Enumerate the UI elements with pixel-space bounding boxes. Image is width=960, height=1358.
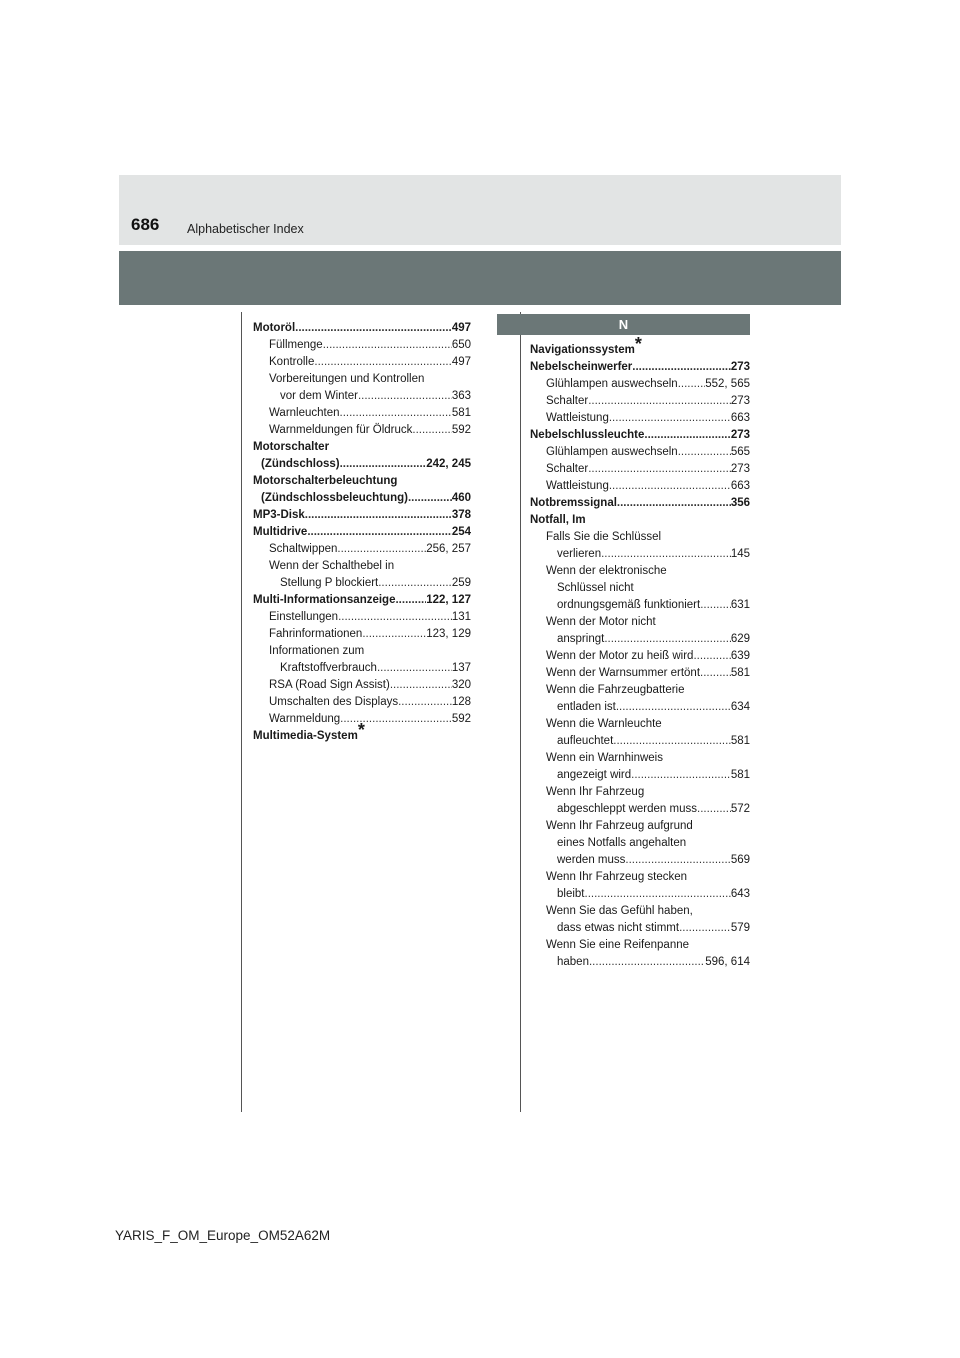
dot-leader [678,376,706,393]
entry-term: Nebelschlussleuchte [530,429,645,441]
dot-leader [625,852,730,869]
entry-term: Umschalten des Displays [269,696,399,708]
entry-term: Einstellungen [269,611,339,623]
index-entry [253,422,471,439]
index-entry-line: Wenn der elektronische [546,565,667,577]
index-entry-line: Wenn ein Warnhinweis [546,752,663,764]
index-entry [530,733,750,750]
entry-term: Multimedia-System [253,730,358,742]
entry-page-ref: 273 [730,395,750,407]
index-entry-starred [530,334,750,359]
entry-term: (Zündschlossbeleuchtung) [261,492,408,504]
entry-term: werden muss [557,854,626,866]
entry-term: Wenn der Motor zu heiß wird [546,650,694,662]
index-entry-starred [253,720,471,745]
dot-leader [398,694,452,711]
entry-page-ref: 581 [730,735,750,747]
entry-page-ref: 497 [451,356,471,368]
entry-page-ref: 460 [451,492,471,504]
entry-term: Multi-Informationsanzeige [253,594,396,606]
entry-page-ref: 273 [730,463,750,475]
index-entry [530,461,750,478]
index-entry-line: Falls Sie die Schlüssel [546,531,662,543]
entry-term: dass etwas nicht stimmt [557,922,680,934]
index-entry [253,456,471,473]
index-entry [253,524,471,541]
entry-page-ref: 363 [451,390,471,402]
entry-page-ref: 596, 614 [705,956,750,968]
entry-page-ref: 592 [451,424,471,436]
entry-page-ref: 569 [730,854,750,866]
index-entry-line: Informationen zum [269,645,365,657]
entry-page-ref: 378 [451,509,471,521]
letter-heading-n: N [497,314,750,335]
entry-term: Multidrive [253,526,308,538]
entry-term: Warnleuchten [269,407,340,419]
index-entry [253,337,471,354]
entry-term: Stellung P blockiert [280,577,379,589]
index-entry [253,354,471,371]
entry-term: Navigationssystem [530,344,635,356]
entry-page-ref: 579 [730,922,750,934]
header-dark-band [119,251,841,305]
entry-page-ref: 581 [730,667,750,679]
entry-page-ref: 663 [730,480,750,492]
entry-term: Schalter [546,395,589,407]
left-column-rule [241,312,242,1112]
entry-page-ref: 631 [730,599,750,611]
entry-term: (Zündschloss) [261,458,340,470]
entry-term: Wenn der Warnsummer ertönt [546,667,701,679]
section-title: Alphabetischer Index [187,222,304,236]
index-entry-line: Motorschalter [253,441,330,453]
dot-leader [700,597,731,614]
entry-page-ref: 356 [730,497,750,509]
index-entry-line: Wenn der Schalthebel in [269,560,395,572]
dot-leader [631,767,731,784]
index-entry [530,665,750,682]
entry-page-ref: 592 [451,713,471,725]
index-entry [530,410,750,427]
index-entry-line: Wenn Ihr Fahrzeug stecken [546,871,688,883]
index-entry-line: Wenn Ihr Fahrzeug aufgrund [546,820,693,832]
index-entry [530,648,750,665]
index-entry [253,677,471,694]
entry-page-ref: 565 [730,446,750,458]
entry-term: entladen ist [557,701,616,713]
entry-page-ref: 639 [730,650,750,662]
entry-term: aufleuchtet [557,735,614,747]
entry-term: Kraftstoffverbrauch [280,662,377,674]
dot-leader [337,541,426,558]
index-entry [253,507,471,524]
dot-leader [632,359,731,376]
page-number: 686 [131,215,160,234]
entry-page-ref: 634 [730,701,750,713]
index-entry [253,541,471,558]
dot-leader [390,677,452,694]
dot-leader [305,507,452,524]
entry-term: Glühlampen auswechseln [546,446,678,458]
entry-page-ref: 254 [451,526,471,538]
entry-term: RSA (Road Sign Assist) [269,679,390,691]
entry-term: Schaltwippen [269,543,338,555]
entry-page-ref: 581 [451,407,471,419]
entry-page-ref: 242, 245 [426,458,471,470]
index-entry [253,592,471,609]
index-entry [253,405,471,422]
dot-leader [340,456,427,473]
entry-term: ordnungsgemäß funktioniert [557,599,701,611]
index-entry-line: Schlüssel nicht [557,582,634,594]
dot-leader [589,954,705,971]
dot-leader [697,801,731,818]
dot-leader [604,631,731,648]
entry-page-ref: 273 [730,361,750,373]
entry-page-ref: 552, 565 [705,378,750,390]
index-entry [530,920,750,937]
index-entry [253,575,471,592]
entry-term: Motoröl [253,322,296,334]
index-entry [253,660,471,677]
dot-leader [617,495,731,512]
dot-leader [616,699,731,716]
entry-term: vor dem Winter [280,390,358,402]
index-entry [253,490,471,507]
index-entry [253,626,471,643]
index-entry [530,427,750,444]
index-entry [530,444,750,461]
index-entry [530,359,750,376]
index-entry-line: Wenn die Fahrzeugbatterie [546,684,685,696]
asterisk-mark: * [357,720,365,740]
index-entry [530,597,750,614]
dot-leader [314,354,451,371]
dot-leader [588,393,731,410]
entry-page-ref: 256, 257 [426,543,471,555]
dot-leader [588,461,731,478]
dot-leader [678,444,731,461]
index-entry [253,388,471,405]
dot-leader [609,478,731,495]
entry-page-ref: 137 [451,662,471,674]
dot-leader [700,665,731,682]
dot-leader [323,337,452,354]
index-entry [530,767,750,784]
index-entry-line: Wenn Ihr Fahrzeug [546,786,645,798]
entry-page-ref: 643 [730,888,750,900]
dot-leader [679,920,731,937]
entry-page-ref: 663 [730,412,750,424]
dot-leader [377,660,452,677]
index-entry [253,609,471,626]
index-entry [530,393,750,410]
index-entry-line: Vorbereitungen und Kontrollen [269,373,425,385]
dot-leader [609,410,731,427]
entry-term: angezeigt wird [557,769,632,781]
entry-term: Kontrolle [269,356,315,368]
entry-term: MP3-Disk [253,509,305,521]
entry-term: Wattleistung [546,480,609,492]
dot-leader [307,524,452,541]
index-entry-line: Motorschalterbeleuchtung [253,475,398,487]
entry-term: Glühlampen auswechseln [546,378,678,390]
index-entry [530,495,750,512]
index-entry [530,852,750,869]
document-code: YARIS_F_OM_Europe_OM52A62M [115,1228,331,1243]
entry-page-ref: 629 [730,633,750,645]
dot-leader [338,609,452,626]
entry-term: Fahrinformationen [269,628,363,640]
entry-term: Wattleistung [546,412,609,424]
dot-leader [395,592,426,609]
index-entry [253,694,471,711]
index-column-right [530,334,750,971]
entry-term: Notbremssignal [530,497,617,509]
entry-term: verlieren [557,548,602,560]
index-entry [530,631,750,648]
entry-term: Schalter [546,463,589,475]
entry-page-ref: 259 [451,577,471,589]
index-entry [530,376,750,393]
dot-leader [613,733,731,750]
index-entry-line: Wenn Sie eine Reifenpanne [546,939,690,951]
entry-page-ref: 581 [730,769,750,781]
dot-leader [408,490,452,507]
dot-leader [358,388,452,405]
index-entry-line: Wenn die Warnleuchte [546,718,662,730]
index-entry [530,546,750,563]
index-entry-line: eines Notfalls angehalten [557,837,687,849]
index-entry [530,954,750,971]
entry-page-ref: 145 [730,548,750,560]
dot-leader [340,405,452,422]
entry-page-ref: 497 [451,322,471,334]
entry-page-ref: 123, 129 [426,628,471,640]
dot-leader [295,320,452,337]
dot-leader [362,626,426,643]
entry-term: Warnmeldungen für Öldruck [269,424,413,436]
index-entry [530,886,750,903]
entry-term: bleibt [557,888,585,900]
entry-page-ref: 122, 127 [426,594,471,606]
index-entry [253,320,471,337]
entry-term: abgeschleppt werden muss [557,803,697,815]
index-entry [530,801,750,818]
entry-page-ref: 131 [451,611,471,623]
dot-leader [412,422,451,439]
entry-page-ref: 320 [451,679,471,691]
index-entry [530,699,750,716]
middle-column-rule [520,312,521,1112]
index-entry-line: Wenn Sie das Gefühl haben, [546,905,693,917]
entry-page-ref: 128 [451,696,471,708]
entry-term: Füllmenge [269,339,323,351]
entry-page-ref: 273 [730,429,750,441]
dot-leader [378,575,452,592]
entry-page-ref: 650 [451,339,471,351]
entry-term: haben [557,956,589,968]
dot-leader [644,427,730,444]
entry-term: Warnmeldung [269,713,341,725]
dot-leader [340,711,452,728]
index-entry [530,478,750,495]
dot-leader [693,648,730,665]
index-entry-line: Notfall, Im [530,514,586,526]
index-column-left [253,320,471,745]
entry-term: Nebelscheinwerfer [530,361,633,373]
index-entry-line: Wenn der Motor nicht [546,616,656,628]
dot-leader [585,886,731,903]
dot-leader [601,546,731,563]
entry-term: anspringt [557,633,605,645]
asterisk-mark: * [634,334,642,354]
entry-page-ref: 572 [730,803,750,815]
